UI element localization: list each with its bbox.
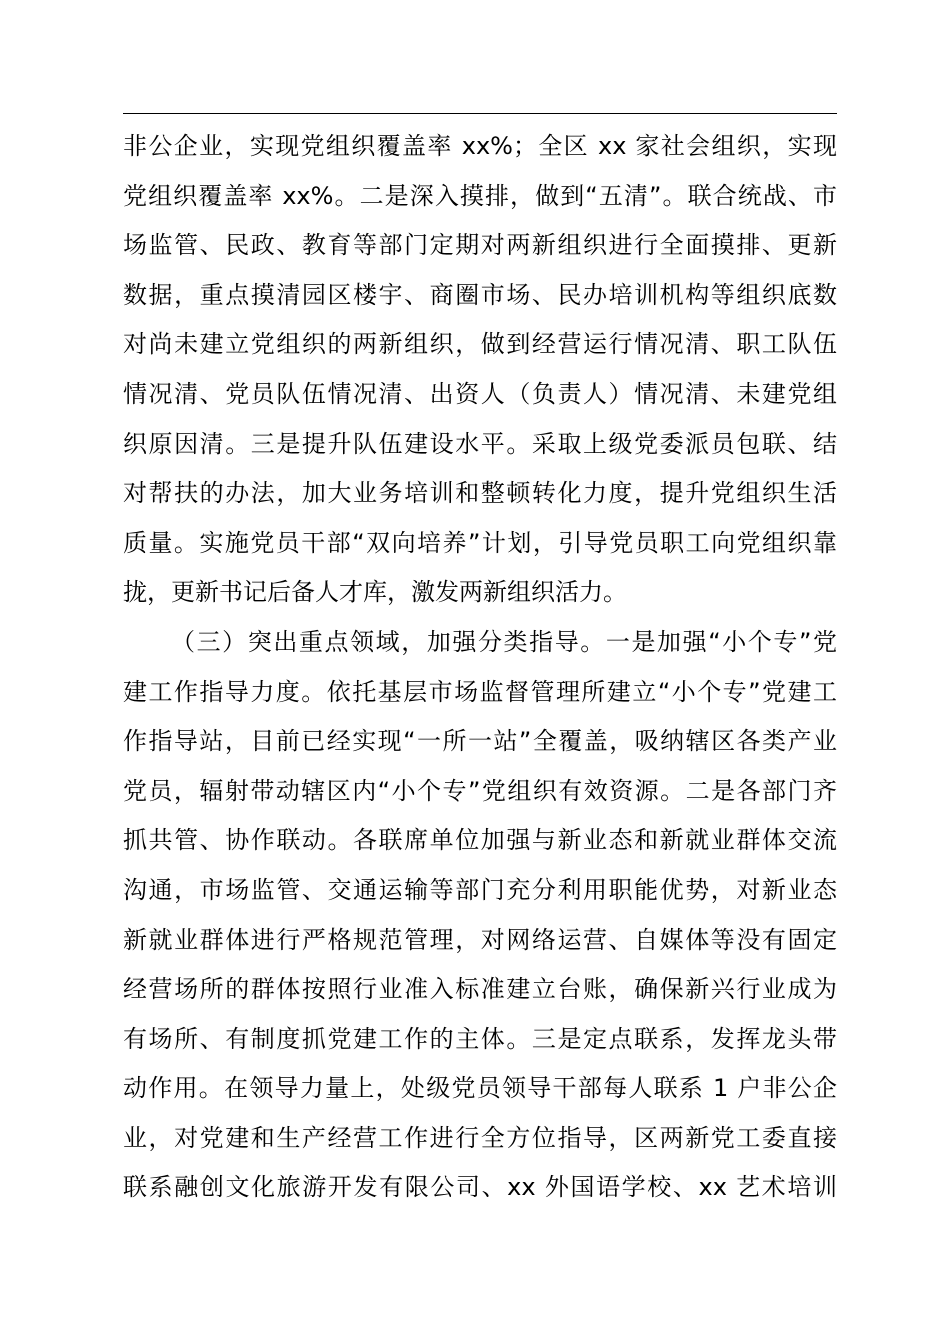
text-line: 经营场所的群体按照行业准入标准建立台账，确保新兴行业成为 — [123, 975, 837, 1004]
text-line: 作指导站，目前已经实现“一所一站”全覆盖，吸纳辖区各类产业 — [123, 727, 837, 756]
document-body — [123, 122, 837, 1213]
text-line: 抓共管、协作联动。各联席单位加强与新业态和新就业群体交流 — [123, 826, 837, 855]
text-line: 数据，重点摸清园区楼宇、商圈市场、民办培训机构等组织底数 — [123, 280, 837, 309]
section-heading-line: （三）突出重点领域，加强分类指导。一是加强“小个专”党 — [171, 627, 837, 656]
text-line: 情况清、党员队伍情况清、出资人（负责人）情况清、未建党组 — [123, 379, 837, 408]
text-line: 有场所、有制度抓党建工作的主体。三是定点联系，发挥龙头带 — [123, 1024, 837, 1053]
paragraph-end-line: 拢，更新书记后备人才库，激发两新组织活力。 — [123, 578, 627, 607]
text-line: 建工作指导力度。依托基层市场监督管理所建立“小个专”党建工 — [123, 677, 837, 706]
text-line: 党组织覆盖率 xx%。二是深入摸排，做到“五清”。联合统战、市 — [123, 181, 837, 210]
text-line: 织原因清。三是提升队伍建设水平。采取上级党委派员包联、结 — [123, 429, 837, 458]
text-line: 业，对党建和生产经营工作进行全方位指导，区两新党工委直接 — [123, 1123, 837, 1152]
text-line: 党员，辐射带动辖区内“小个专”党组织有效资源。二是各部门齐 — [123, 776, 837, 805]
text-line: 非公企业，实现党组织覆盖率 xx%；全区 xx 家社会组织，实现 — [123, 132, 837, 160]
text-line: 场监管、民政、教育等部门定期对两新组织进行全面摸排、更新 — [123, 231, 837, 260]
text-line: 对帮扶的办法，加大业务培训和整顿转化力度，提升党组织生活 — [123, 479, 837, 508]
text-line: 对尚未建立党组织的两新组织，做到经营运行情况清、职工队伍 — [123, 330, 837, 359]
text-line: 新就业群体进行严格规范管理，对网络运营、自媒体等没有固定 — [123, 925, 837, 954]
text-line: 质量。实施党员干部“双向培养”计划，引导党员职工向党组织靠 — [123, 528, 837, 557]
header-divider — [123, 113, 837, 114]
text-line: 沟通，市场监管、交通运输等部门充分利用职能优势，对新业态 — [123, 875, 837, 904]
text-line: 动作用。在领导力量上，处级党员领导干部每人联系 1 户非公企 — [123, 1074, 837, 1103]
text-line: 联系融创文化旅游开发有限公司、xx 外国语学校、xx 艺术培训 — [123, 1173, 837, 1202]
